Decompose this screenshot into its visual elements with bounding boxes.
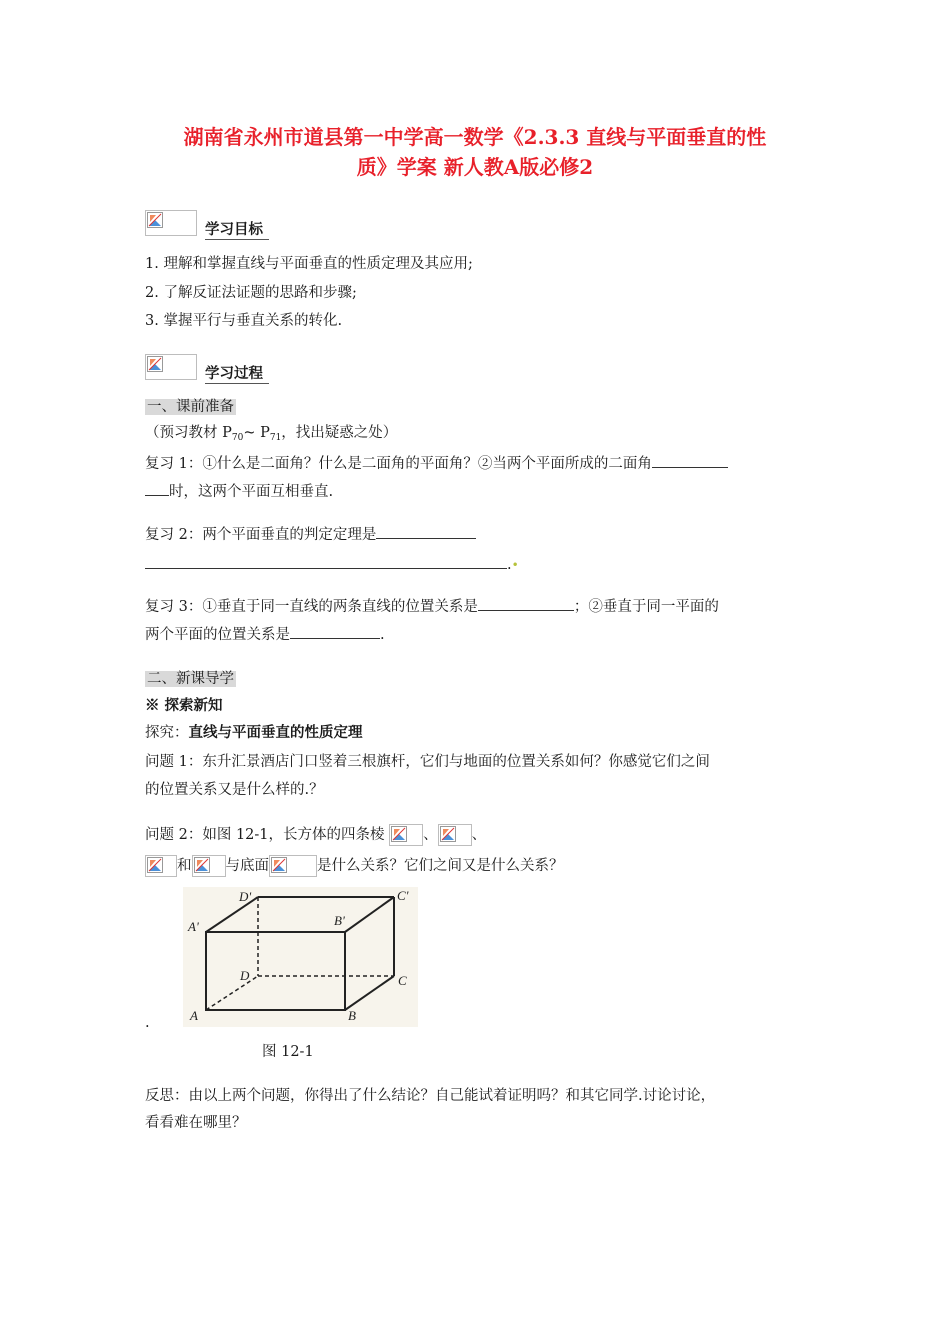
broken-image-icon xyxy=(389,824,423,846)
answer-blank[interactable] xyxy=(652,451,728,468)
inquiry-line: 探究：直线与平面垂直的性质定理 xyxy=(145,724,363,741)
answer-blank[interactable] xyxy=(145,479,169,496)
review-2-line-2: .• xyxy=(145,552,519,576)
vertex-label: A xyxy=(190,1008,198,1023)
explore-heading: ※ 探索新知 xyxy=(145,697,223,714)
section-title-goals: 学习目标 xyxy=(205,218,269,240)
question-2-line-1: 问题 2：如图 12-1，长方体的四条棱 、 、 xyxy=(145,824,486,846)
reflection-line-2: 看看难在哪里？ xyxy=(145,1115,247,1131)
review-1-line-1: 复习 1：①什么是二面角？什么是二面角的平面角？②当两个平面所成的二面角 xyxy=(145,451,728,475)
edge-bottom-right xyxy=(345,976,394,1010)
preview-note: （预习教材 $P_{70}\sim$ $P_{71}$，找出疑惑之处） xyxy=(145,425,398,443)
vertex-label: C' xyxy=(397,888,409,903)
goal-item-1: 1. 理解和掌握直线与平面垂直的性质定理及其应用; xyxy=(145,256,473,272)
cuboid-figure xyxy=(183,887,418,1027)
hidden-edge-left xyxy=(206,976,258,1010)
broken-image-icon xyxy=(438,824,472,846)
vertex-label: A' xyxy=(188,919,199,934)
answer-blank[interactable] xyxy=(478,594,574,611)
answer-blank[interactable] xyxy=(145,552,507,569)
question-1-line-2: 的位置关系又是什么样的.？ xyxy=(145,782,324,798)
broken-image-icon xyxy=(145,855,177,877)
review-3-line-2: 两个平面的位置关系是 . xyxy=(145,622,385,646)
broken-image-icon xyxy=(192,855,226,877)
broken-image-icon xyxy=(145,354,197,380)
vertex-label: B xyxy=(348,1008,356,1023)
vertex-label: B' xyxy=(334,913,345,928)
question-1-line-1: 问题 1：东升汇景酒店门口竖着三根旗杆，它们与地面的位置关系如何？你感觉它们之间 xyxy=(145,754,710,770)
goal-item-2: 2. 了解反证法证题的思路和步骤; xyxy=(145,285,357,301)
cuboid-diagram xyxy=(183,887,418,1027)
part-two-heading: 二、新课导学 xyxy=(147,671,234,687)
question-2-line-2: 和 与底面 是什么关系？它们之间又是什么关系？ xyxy=(145,855,564,877)
document-page: 湖南省永州市道县第一中学高一数学《2.3.3 直线与平面垂直的性 质》学案 新人教A版必修2 学习目标 1. 理解和掌握直线与平面垂直的性质定理及其应用; 2. 了解反证法证题的思路和步骤; 3. 掌握平行与垂直关系的转化. 学习过程 一、课前准备 （预习教材 $P_{70}\sim$ $P_{71}$，找出疑惑之处） 复习 1：①什么是二面角？什么是二面角的平面角？②当两个平面所成的二面角 时，这两个平面互相垂直. 复习 2：两个平面垂直的判定定理是 .• 复习 3：①垂直于同一直线的两条直线的位置关系是 ；②垂直于同一平面的 两个平面的位置关系是 . 二、新课导学 ※ 探索新知 探究：直线与平面垂直的性质定理 问题 1：东升汇景酒店门口竖着三根旗杆，它们与地面的位置关系如何？你感觉它们之间 的位置关系又是什么样的.？ 问题 2：如图 12-1，长方体的四条棱 、 、 和 与底面 是什么关系？它们之间又是什么关系？ D' C' A' B' D C A B . 图 12-1 反思：由以上两个问题，你得出了什么结论？自己能试着证明吗？和其它同学.讨论讨论， 看看难在哪里？ xyxy=(0,0,950,1344)
answer-blank[interactable] xyxy=(376,522,476,539)
reflection-line-1: 反思：由以上两个问题，你得出了什么结论？自己能试着证明吗？和其它同学.讨论讨论， xyxy=(145,1088,716,1104)
section-heading-process xyxy=(145,354,263,382)
review-3-line-1: 复习 3：①垂直于同一直线的两条直线的位置关系是 ；②垂直于同一平面的 xyxy=(145,594,719,618)
review-2-line-1: 复习 2：两个平面垂直的判定定理是 xyxy=(145,522,476,546)
vertex-label: D xyxy=(240,968,250,983)
part-one-heading: 一、课前准备 xyxy=(147,399,234,415)
edge-top-right xyxy=(345,897,394,932)
broken-image-icon xyxy=(269,855,317,877)
figure-caption: 图 12-1 xyxy=(262,1044,314,1060)
answer-blank[interactable] xyxy=(290,622,380,639)
front-face xyxy=(206,932,345,1010)
document-title xyxy=(140,122,810,182)
vertex-label: C xyxy=(398,973,407,988)
review-1-line-2: 时，这两个平面互相垂直. xyxy=(145,479,333,503)
section-heading-goals xyxy=(145,210,263,238)
broken-image-icon xyxy=(145,210,197,236)
title-line-2: 质》学案 新人教A版必修2 xyxy=(356,155,594,179)
section-title-process: 学习过程 xyxy=(205,362,269,384)
vertex-label: D' xyxy=(239,889,252,904)
title-line-1: 湖南省永州市道县第一中学高一数学《2.3.3 直线与平面垂直的性 xyxy=(183,125,767,149)
goal-item-3: 3. 掌握平行与垂直关系的转化. xyxy=(145,313,343,329)
